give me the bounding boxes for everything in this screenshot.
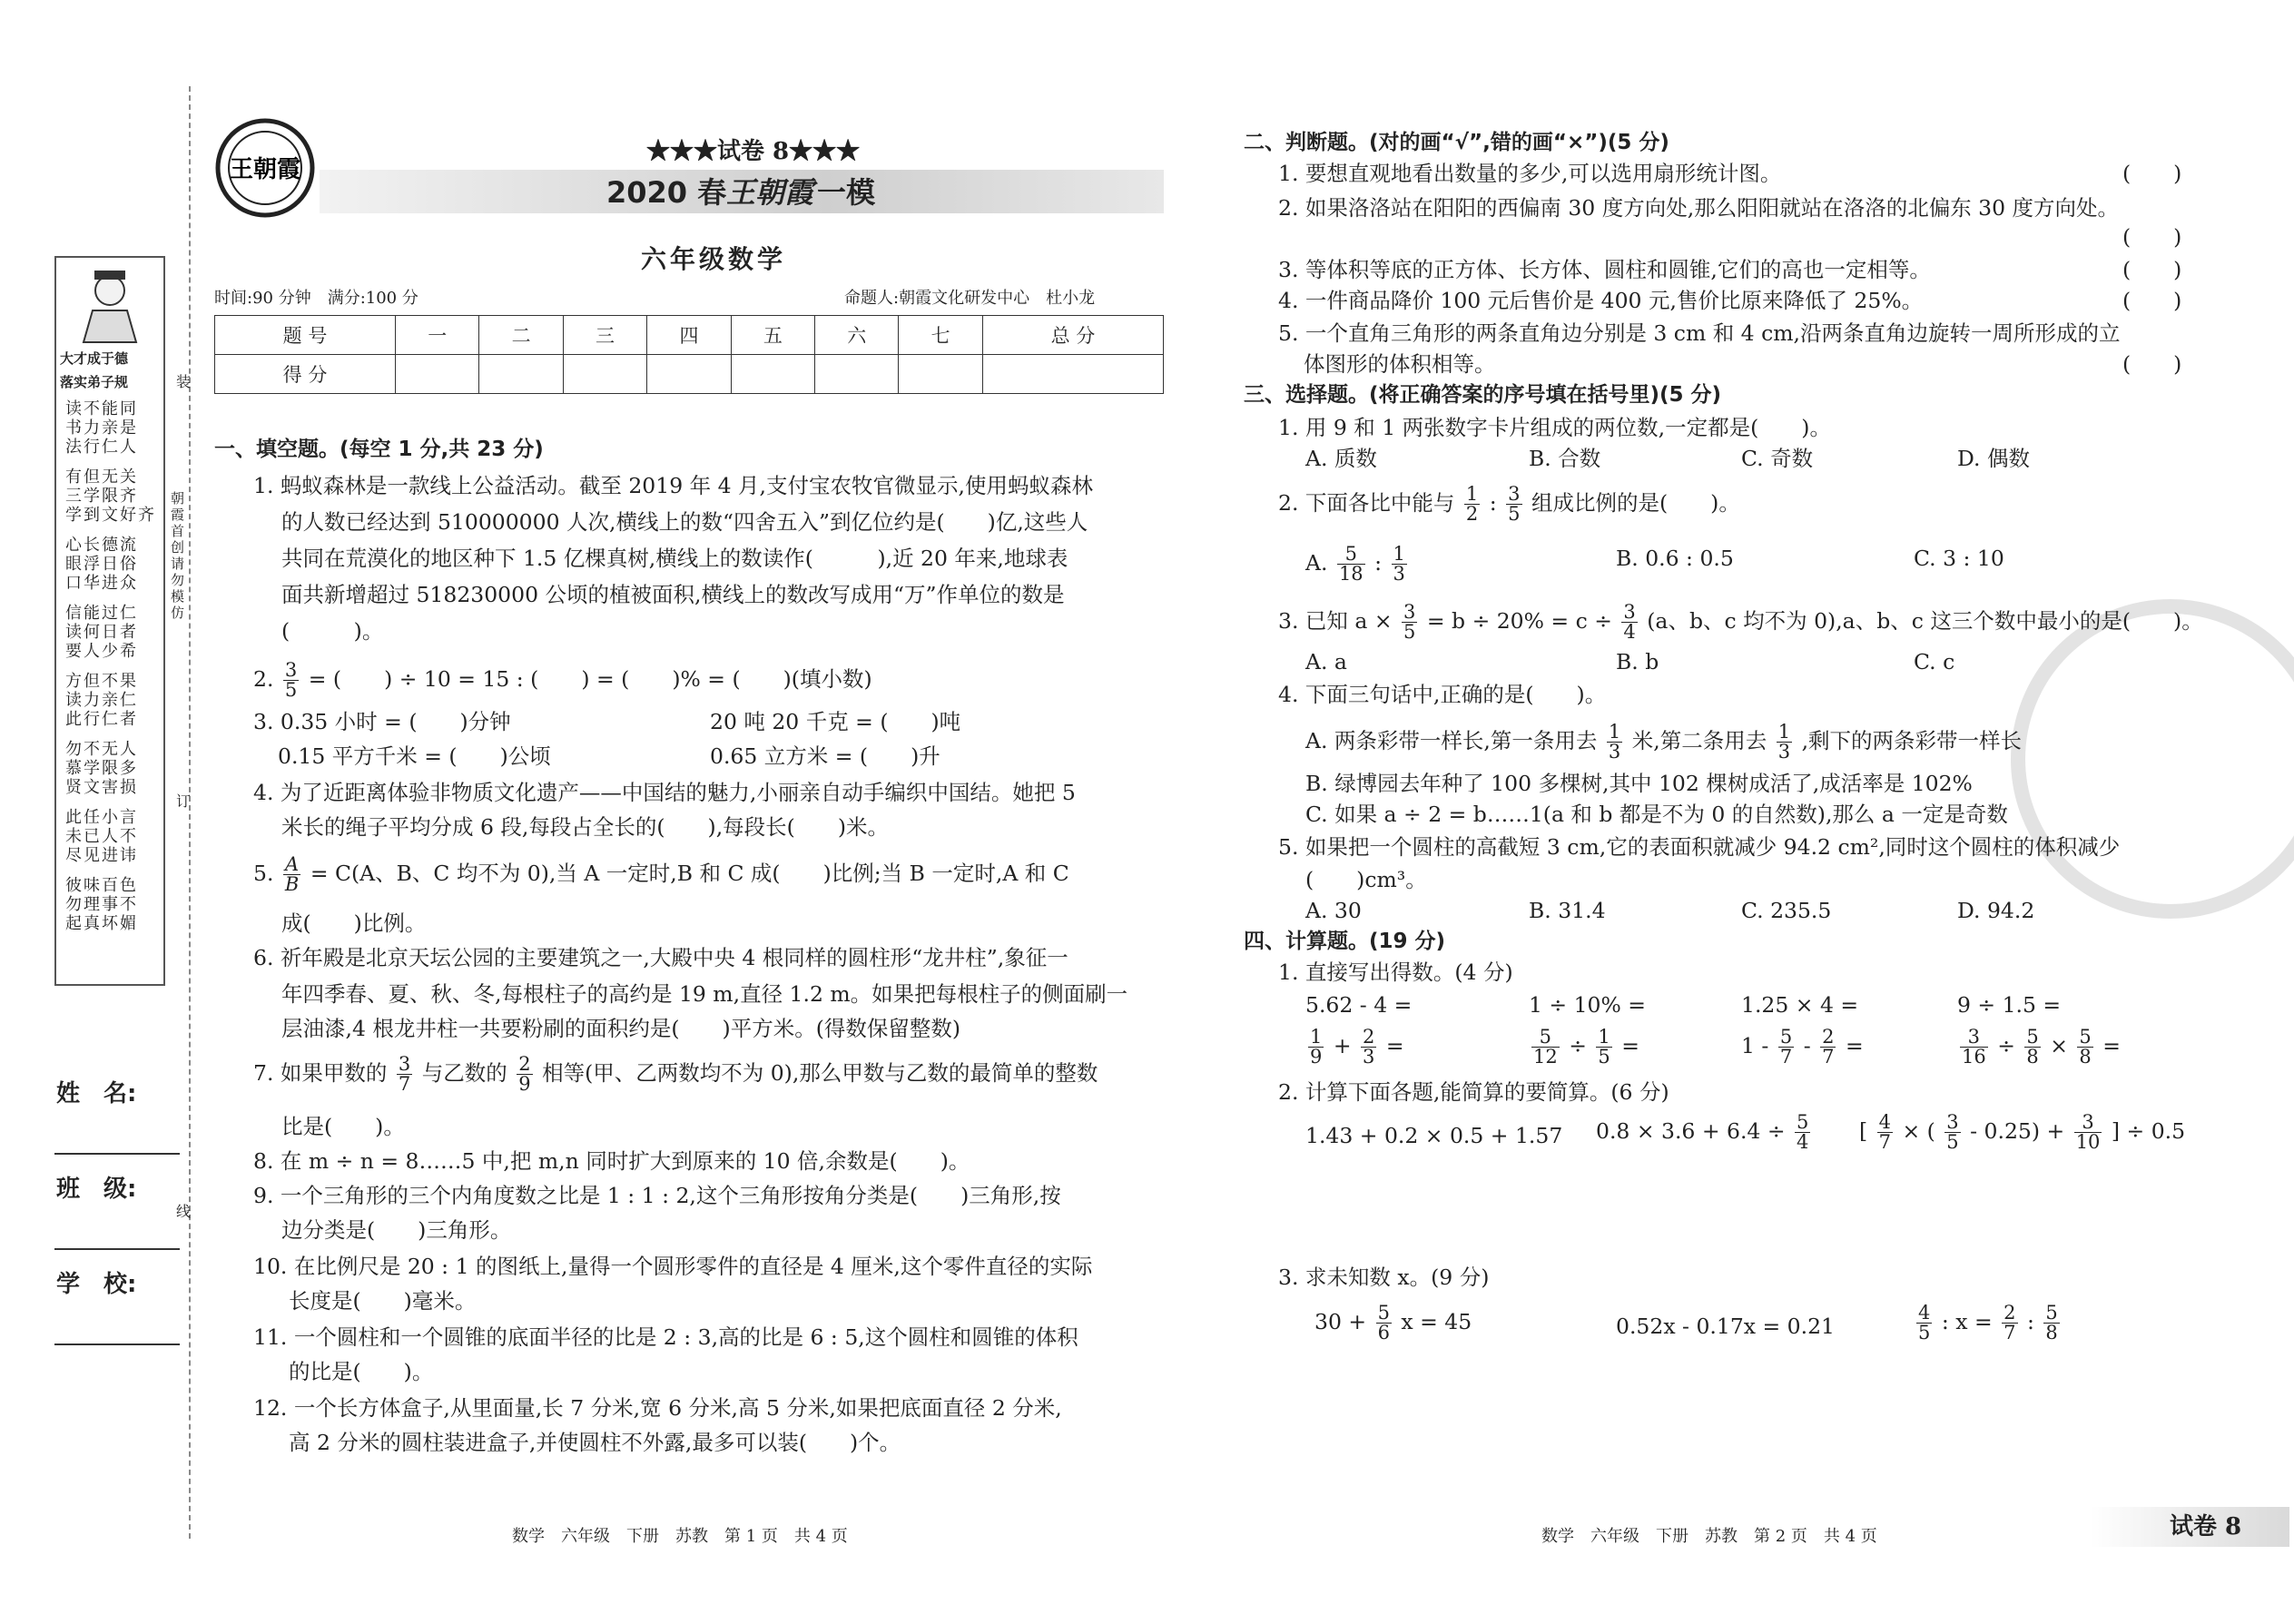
- banner-year: 2020 春: [606, 175, 727, 210]
- fraction: $\frac{2}{3}$: [1363, 1026, 1375, 1068]
- judge-paren[interactable]: ( ): [2122, 351, 2182, 377]
- poem-row: 此行仁者: [65, 710, 138, 729]
- fraction: $\frac{5}{18}$: [1338, 543, 1364, 585]
- score-row-score: [215, 355, 1164, 394]
- score-input[interactable]: [815, 355, 899, 394]
- choice-opt: D. 偶数: [1957, 446, 2030, 471]
- wangzhaoxia-logo: [211, 113, 320, 222]
- school-label: 学 校:: [56, 1271, 137, 1298]
- calc-item: 1 ÷ 10% =: [1529, 992, 1646, 1018]
- score-cell: 一: [396, 316, 479, 355]
- choice-q1: 1. 用 9 和 1 两张数字卡片组成的两位数,一定都是( )。: [1278, 415, 1831, 440]
- name-field[interactable]: [54, 1153, 180, 1155]
- q7-text: 相等(甲、乙两数均不为 0),那么甲数与乙数的最简单的整数: [542, 1060, 1098, 1086]
- fraction: $\frac{1}{5}$: [1598, 1026, 1610, 1068]
- fraction: $\frac{4}{7}$: [1878, 1111, 1892, 1153]
- equation: [1314, 1304, 1472, 1343]
- poem-row: 读何日者: [65, 623, 138, 642]
- q7-text: 7. 如果甲数的: [253, 1060, 388, 1086]
- author-info: 命题人:朝霞文化研发中心 杜小龙: [844, 289, 1096, 308]
- score-row-label: 得 分: [215, 355, 396, 394]
- banner-brand: 王朝霞: [726, 175, 814, 210]
- fraction: $\frac{5}{8}$: [2079, 1026, 2092, 1068]
- footer-right: 数学 六年级 下册 苏教 第 2 页 共 4 页: [1541, 1527, 1877, 1546]
- equation: 0.52x - 0.17x = 0.21: [1616, 1314, 1835, 1339]
- fraction: $\frac{3}{16}$: [1962, 1026, 1986, 1068]
- calc-sub2: 2. 计算下面各题,能简算的要简算。(6 分): [1278, 1079, 1669, 1105]
- calc-item: [1596, 1113, 1813, 1152]
- fraction: $\frac{3}{7}$: [398, 1053, 411, 1095]
- judge-item: 5. 一个直角三角形的两条直角边分别是 3 cm 和 4 cm,沿两条直角边旋转一周所形成的立: [1278, 320, 2121, 346]
- calc-item: 1.25 × 4 =: [1741, 992, 1859, 1018]
- q10-line: 10. 在比例尺是 20 : 1 的图纸上,量得一个圆形零件的直径是 4 厘米,这个零件直径的实际: [253, 1254, 1093, 1279]
- poem-row: 起真坏媚: [65, 914, 138, 933]
- motto-2: 落实弟子规: [60, 374, 129, 390]
- choice-q2-text: 2. 下面各比中能与: [1278, 490, 1455, 516]
- q3-a: 3. 0.35 小时 = ( )分钟: [253, 709, 511, 734]
- choice-q3: [1278, 603, 2203, 642]
- subject-title: 六年级数学: [641, 244, 787, 274]
- fraction: $\frac{5}{8}$: [2045, 1302, 2058, 1343]
- score-input[interactable]: [899, 355, 982, 394]
- cut-label-1: 装: [176, 373, 192, 390]
- section4-title: 四、计算题。(19 分): [1244, 930, 1446, 953]
- poem-row: 慕学限多: [65, 759, 138, 778]
- q12-line: 12. 一个长方体盒子,从里面量,长 7 分米,宽 6 分米,高 5 分米,如果把底面直径 2 分米,: [253, 1395, 1062, 1421]
- choice-opt: B. 合数: [1529, 446, 1601, 471]
- choice-opt: A. a: [1305, 649, 1347, 674]
- cut-label-3: 线: [176, 1203, 192, 1220]
- score-cell: 七: [899, 316, 982, 355]
- choice-opt-text: A. 两条彩带一样长,第一条用去: [1305, 728, 1598, 753]
- footer-tag: 试卷 8: [2170, 1513, 2242, 1540]
- poem-row: 书力亲是: [65, 418, 138, 438]
- logo-text: 王朝霞: [229, 156, 301, 183]
- equation: $\frac{4}{5}$ : x = $\frac{2}{7}$ : $\frac{5}{8}$: [1918, 1302, 2058, 1343]
- fraction: $\frac{5}{7}$: [1779, 1026, 1793, 1068]
- fraction: $\frac{1}{3}$: [1608, 721, 1621, 763]
- fraction: $\frac{3}{5}$: [284, 659, 298, 701]
- q2: 2. $\frac{3}{5}$ = ( ) ÷ 10 = 15 : ( ) = ( )% = ( )(填小数): [253, 659, 872, 701]
- q1-line: 1. 蚂蚁森林是一款线上公益活动。截至 2019 年 4 月,支付宝农牧官微显示,使用蚂蚁森林: [253, 473, 1093, 498]
- score-input[interactable]: [479, 355, 563, 394]
- q5-text: = C(A、B、C 均不为 0),当 A 一定时,B 和 C 成( )比例;当 B 一定时,A 和 C: [310, 861, 1069, 886]
- score-cell: 二: [479, 316, 563, 355]
- score-input[interactable]: [982, 355, 1163, 394]
- poem-row: 眼浮日俗: [65, 555, 138, 574]
- time-info: 时间:90 分钟 满分:100 分: [214, 289, 418, 308]
- poem-row: 勿理事不: [65, 895, 138, 914]
- q3-c: 0.15 平方千米 = ( )公顷: [278, 743, 551, 769]
- choice-opt: A. $\frac{5}{18}$ : $\frac{1}{3}$: [1305, 543, 1405, 585]
- calc-item: $\frac{5}{12}$ ÷ $\frac{1}{5}$ =: [1533, 1026, 1639, 1068]
- judge-item: 3. 等体积等底的正方体、长方体、圆柱和圆锥,它们的高也一定相等。: [1278, 257, 1931, 282]
- fraction: $\frac{1}{3}$: [1777, 721, 1791, 763]
- poem-row: 有但无关: [65, 468, 138, 487]
- calc-item: $\frac{1}{9}$ + $\frac{2}{3}$ =: [1310, 1026, 1404, 1068]
- poem-row: 法行仁人: [65, 438, 138, 457]
- class-label: 班 级:: [56, 1176, 137, 1203]
- judge-paren[interactable]: ( ): [2122, 288, 2182, 313]
- q2-text: = ( ) ÷ 10 = 15 : ( ) = ( )% = ( )(填小数): [308, 666, 872, 692]
- score-cell: 五: [731, 316, 814, 355]
- poem-row: 三学限齐: [65, 487, 138, 506]
- q1-line: ( )。: [281, 618, 384, 644]
- fraction: $\frac{2}{7}$: [2004, 1302, 2016, 1343]
- score-cell: 四: [647, 316, 731, 355]
- calc-item: [ $\frac{4}{7}$ × ( $\frac{3}{5}$ - 0.25) + $\frac{3}{10}$ ] ÷ 0.5: [1859, 1111, 2186, 1153]
- fraction: $\frac{3}{5}$: [1403, 601, 1416, 643]
- poem-row: 贤文害损: [65, 778, 138, 797]
- q8: 8. 在 m ÷ n = 8……5 中,把 m,n 同时扩大到原来的 10 倍,余数是( )。: [253, 1148, 970, 1174]
- choice-q5: ( )cm³。: [1305, 867, 1427, 892]
- fraction: $\frac{1}{9}$: [1310, 1026, 1323, 1068]
- choice-q4: 4. 下面三句话中,正确的是( )。: [1278, 682, 1607, 707]
- fraction: $\frac{3}{5}$: [1508, 483, 1521, 525]
- calc-sub1: 1. 直接写出得数。(4 分): [1278, 960, 1513, 985]
- score-cell: 题 号: [215, 316, 396, 355]
- calc-text: 0.8 × 3.6 + 6.4 ÷: [1596, 1118, 1786, 1144]
- judge-item: 2. 如果洛洛站在阳阳的西偏南 30 度方向处,那么阳阳就站在洛洛的北偏东 30 度方向处。: [1278, 195, 2120, 221]
- judge-item: 4. 一件商品降价 100 元后售价是 400 元,售价比原来降低了 25%。: [1278, 288, 1924, 313]
- score-input[interactable]: [563, 355, 646, 394]
- q5: 5. $\frac{A}{B}$ = C(A、B、C 均不为 0),当 A 一定时,B 和 C 成( )比例;当 B 一定时,A 和 C: [253, 853, 1069, 895]
- section1-title: 一、填空题。(每空 1 分,共 23 分): [214, 438, 544, 461]
- q10-line: 长度是( )毫米。: [289, 1288, 477, 1314]
- q11-line: 的比是( )。: [289, 1359, 434, 1384]
- q5-line: 成( )比例。: [281, 910, 427, 936]
- poem-row: 勿不无人: [65, 740, 138, 759]
- q9-line: 边分类是( )三角形。: [281, 1217, 512, 1243]
- fraction: $\frac{5}{12}$: [1533, 1026, 1558, 1068]
- q4-line: 4. 为了近距离体验非物质文化遗产——中国结的魅力,小丽亲自动手编织中国结。她把 5: [253, 780, 1076, 805]
- poem-row: 未已人不: [65, 827, 138, 846]
- fraction: $\frac{3}{10}$: [2075, 1111, 2101, 1153]
- poem-row: 读不能同: [65, 399, 138, 418]
- judge-paren[interactable]: ( ): [2122, 161, 2182, 186]
- q4-line: 米长的绳子平均分成 6 段,每段占全长的( ),每段长( )米。: [281, 814, 890, 840]
- choice-q3-text: (a、b、c 均不为 0),a、b、c 这三个数中最小的是( )。: [1647, 608, 2203, 634]
- judge-item: 1. 要想直观地看出数量的多少,可以选用扇形统计图。: [1278, 161, 1782, 186]
- equation-text: 30 +: [1314, 1309, 1367, 1334]
- choice-q5: 5. 如果把一个圆柱的高截短 3 cm,它的表面积就减少 94.2 cm²,同时这个圆柱的体积减少: [1278, 834, 2121, 860]
- q1-line: 共同在荒漠化的地区种下 1.5 亿棵真树,横线上的数读作( ),近 20 年来,地球表: [281, 546, 1068, 571]
- judge-item: 体图形的体积相等。: [1304, 351, 1496, 377]
- fraction: $\frac{2}{7}$: [1822, 1026, 1835, 1068]
- poem-row: 信能过仁: [65, 604, 138, 623]
- poem-block: [65, 399, 156, 944]
- poem-row: 心长德流: [65, 536, 138, 555]
- calc-item: 5.62 - 4 =: [1305, 992, 1413, 1018]
- watermark-stamp-icon: [2011, 599, 2294, 919]
- q11-line: 11. 一个圆柱和一个圆锥的底面半径的比是 2 : 3,高的比是 6 : 5,这个圆柱和圆锥的体积: [253, 1324, 1078, 1350]
- choice-q2: 2. 下面各比中能与 $\frac{1}{2}$ : $\frac{3}{5}$ 组成比例的是( )。: [1278, 483, 1740, 525]
- class-field[interactable]: [54, 1248, 180, 1250]
- section2-title: 二、判断题。(对的画“√”,错的画“×”)(5 分): [1244, 131, 1669, 154]
- score-input[interactable]: [731, 355, 814, 394]
- calc-item: 1 - $\frac{5}{7}$ - $\frac{2}{7}$ =: [1741, 1026, 1864, 1068]
- choice-opt: B. 31.4: [1529, 898, 1606, 923]
- poem-row: 读力亲仁: [65, 691, 138, 710]
- q6-line: 层油漆,4 根龙井柱一共要粉刷的面积约是( )平方米。(得数保留整数): [281, 1016, 961, 1041]
- poem-row: 尽见进讳: [65, 846, 138, 865]
- choice-opt: C. 奇数: [1741, 446, 1814, 471]
- choice-opt: D. 94.2: [1957, 898, 2035, 923]
- fraction: $\frac{5}{6}$: [1377, 1302, 1390, 1343]
- fraction: $\frac{3}{5}$: [1946, 1111, 1959, 1153]
- choice-opt: C. 如果 a ÷ 2 = b……1(a 和 b 都是不为 0 的自然数),那么 a 一定是奇数: [1305, 802, 2008, 827]
- choice-q2-text: 组成比例的是( )。: [1531, 490, 1740, 516]
- q6-line: 6. 祈年殿是北京天坛公园的主要建筑之一,大殿中央 4 根同样的圆柱形“龙井柱”,象征一: [253, 945, 1068, 970]
- poem-row: 口华进众: [65, 574, 138, 593]
- poem-row: 学到文好齐: [65, 506, 156, 525]
- choice-opt: A. 质数: [1305, 446, 1377, 471]
- section3-title: 三、选择题。(将正确答案的序号填在括号里)(5 分): [1244, 383, 1722, 407]
- scholar-figure-icon: [74, 265, 145, 347]
- fraction: $\frac{5}{8}$: [2026, 1026, 2039, 1068]
- score-cell: 三: [563, 316, 646, 355]
- q3-d: 0.65 立方米 = ( )升: [710, 743, 940, 769]
- fraction: $\frac{A}{B}$: [284, 853, 300, 895]
- fraction: $\frac{1}{2}$: [1465, 483, 1479, 525]
- equation-text: x = 45: [1401, 1309, 1472, 1334]
- poem-row: 彼味百色: [65, 876, 138, 895]
- choice-q3-text: = b ÷ 20% = c ÷: [1426, 608, 1612, 634]
- footer-left: 数学 六年级 下册 苏教 第 1 页 共 4 页: [512, 1527, 848, 1546]
- score-cell: 六: [815, 316, 899, 355]
- calc-item: 9 ÷ 1.5 =: [1957, 992, 2062, 1018]
- choice-opt: B. b: [1616, 649, 1659, 674]
- series-label: ★★★试卷 8★★★: [646, 138, 861, 165]
- school-field[interactable]: [54, 1343, 180, 1345]
- calc-item: $\frac{3}{16}$ ÷ $\frac{5}{8}$ × $\frac{5}{8}$ =: [1962, 1026, 2121, 1068]
- score-table: [214, 315, 1164, 394]
- calc-sub3: 3. 求未知数 x。(9 分): [1278, 1265, 1490, 1290]
- choice-opt: [1305, 723, 2022, 762]
- name-label: 姓 名:: [56, 1080, 137, 1107]
- q6-line: 年四季春、夏、秋、冬,每根柱子的高约是 19 m,直径 1.2 m。如果把每根柱子的侧面刷一: [281, 981, 1128, 1007]
- q7-line: 比是( )。: [281, 1114, 405, 1139]
- fraction: $\frac{3}{4}$: [1623, 601, 1636, 643]
- score-input[interactable]: [647, 355, 731, 394]
- judge-paren[interactable]: ( ): [2122, 224, 2182, 250]
- choice-opt: C. 3 : 10: [1914, 546, 2004, 571]
- choice-opt-label: A.: [1305, 550, 1328, 576]
- choice-q3-text: 3. 已知 a ×: [1278, 608, 1393, 634]
- sidebar-motto-box: [54, 256, 165, 986]
- poem-row: 此任小言: [65, 808, 138, 827]
- score-cell: 总 分: [982, 316, 1163, 355]
- banner-suffix: 一模: [817, 175, 876, 210]
- choice-opt-text: 米,第二条用去: [1631, 728, 1767, 753]
- poem-row: 方但不果: [65, 672, 138, 691]
- choice-opt: B. 绿博园去年种了 100 多棵树,其中 102 棵树成活了,成活率是 102%: [1305, 771, 1973, 796]
- poem-row: 要人少希: [65, 642, 138, 661]
- motto-1: 大才成于德: [60, 350, 129, 367]
- vertical-note: 朝霞首创 请勿模仿: [171, 490, 185, 621]
- choice-opt: B. 0.6 : 0.5: [1616, 546, 1734, 571]
- cut-label-2: 订: [176, 792, 192, 810]
- fraction: $\frac{4}{5}$: [1918, 1302, 1931, 1343]
- choice-opt: C. c: [1914, 649, 1955, 674]
- calc-item: 1.43 + 0.2 × 0.5 + 1.57: [1305, 1123, 1563, 1148]
- fraction: $\frac{1}{3}$: [1393, 543, 1405, 585]
- choice-opt: A. 30: [1305, 898, 1362, 923]
- fraction: $\frac{5}{4}$: [1797, 1111, 1809, 1153]
- q3-b: 20 吨 20 千克 = ( )吨: [710, 709, 961, 734]
- score-row-header: [215, 316, 1164, 355]
- score-input[interactable]: [396, 355, 479, 394]
- q1-line: 的人数已经达到 510000000 人次,横线上的数“四舍五入”到亿位约是( )亿,这些人: [281, 509, 1088, 535]
- judge-paren[interactable]: ( ): [2122, 257, 2182, 282]
- q1-line: 面共新增超过 518230000 公顷的植被面积,横线上的数改写成用“万”作单位的数是: [281, 582, 1065, 607]
- q7-text: 与乙数的: [421, 1060, 507, 1086]
- fraction: $\frac{2}{9}$: [518, 1053, 531, 1095]
- q9-line: 9. 一个三角形的三个内角度数之比是 1 : 1 : 2,这个三角形按角分类是( )三角形,按: [253, 1183, 1061, 1208]
- q12-line: 高 2 分米的圆柱装进盒子,并使圆柱不外露,最多可以装( )个。: [289, 1430, 901, 1455]
- choice-opt: C. 235.5: [1741, 898, 1832, 923]
- q7: [253, 1055, 1098, 1094]
- choice-opt-text: ,剩下的两条彩带一样长: [1801, 728, 2023, 753]
